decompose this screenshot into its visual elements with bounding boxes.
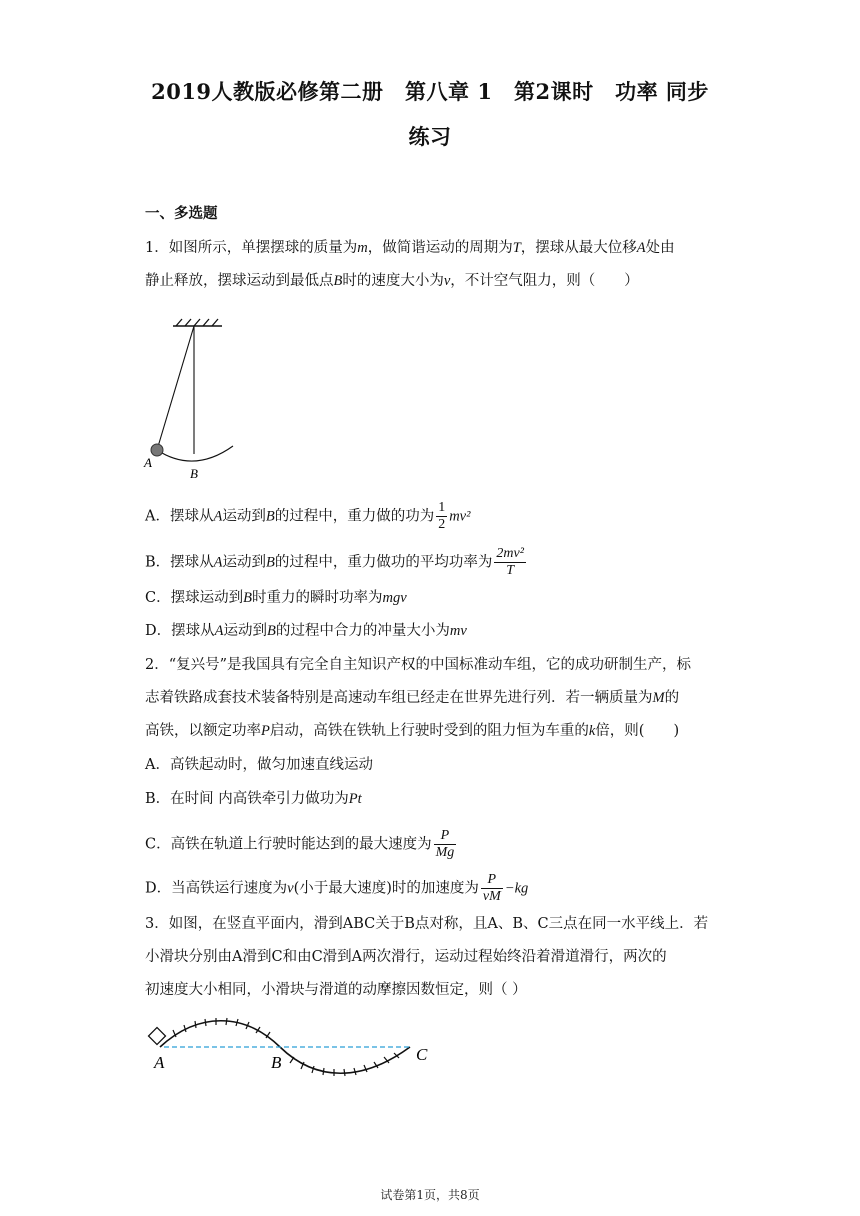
track-label-b: B	[271, 1053, 282, 1072]
page-footer: 试卷第1页，共8页	[380, 1188, 480, 1202]
q3-stem-line2: 小滑块分别由A滑到C和由C滑到A两次滑行，运动过程始终沿着滑道滑行，两次的	[145, 949, 667, 965]
section-heading: 一、多选题	[145, 205, 218, 222]
q3-stem-line3: 初速度大小相同，小滑块与滑道的动摩擦因数恒定，则（ ）	[145, 982, 527, 998]
page-title: 2019人教版必修第二册 第八章 1 第2课时 功率 同步	[151, 79, 709, 104]
pendulum-figure	[140, 312, 250, 484]
q1-stem-line1: 1．如图所示，单摆摆球的质量为m，做简谐运动的周期为T，摆球从最大位移A处由	[145, 240, 675, 256]
q2-option-b[interactable]: B．在时间 内高铁牵引力做功为Pt	[145, 791, 362, 807]
q2-stem-line1: 2．“复兴号”是我国具有完全自主知识产权的中国标准动车组，它的成功研制生产，标	[145, 657, 692, 673]
q2-option-d[interactable]: D．当高铁运行速度为v(小于最大速度)时的加速度为 $\frac{P}{vM}$ −kg	[145, 872, 529, 904]
track-label-a: A	[154, 1053, 165, 1072]
q3-stem-line1: 3．如图，在竖直平面内，滑到ABC关于B点对称，且A、B、C三点在同一水平线上．若	[145, 916, 709, 932]
track-label-c: C	[416, 1045, 428, 1064]
q2-option-c[interactable]: C．高铁在轨道上行驶时能达到的最大速度为 $\frac{P}{Mg}$	[145, 828, 455, 860]
q1-stem-line2: 静止释放，摆球运动到最低点B时的速度大小为v，不计空气阻力，则（ ）	[145, 273, 639, 289]
q2-stem-line3: 高铁，以额定功率P启动，高铁在铁轨上行驶时受到的阻力恒为车重的k倍，则( )	[145, 723, 680, 739]
fig-label-a: A	[144, 455, 152, 470]
q1-option-d[interactable]: D．摆球从A运动到B的过程中合力的冲量大小为mv	[145, 623, 467, 639]
fig-label-b: B	[190, 466, 198, 481]
slide-track-figure	[140, 1010, 440, 1080]
q1-option-c[interactable]: C．摆球运动到B时重力的瞬时功率为mgv	[145, 590, 407, 606]
page-title-continued: 练习	[408, 124, 452, 149]
q2-stem-line2: 志着铁路成套技术装备特别是高速动车组已经走在世界先进行列．若一辆质量为M的	[145, 690, 680, 706]
q2-option-a[interactable]: A．高铁起动时，做匀加速直线运动	[145, 757, 373, 773]
q1-option-a[interactable]: A．摆球从A运动到B的过程中，重力做的功为 $\frac{1}{2}$ mv²	[145, 500, 471, 532]
q1-option-b[interactable]: B．摆球从A运动到B的过程中，重力做功的平均功率为 $\frac{\text{2mv²}}{T}$	[145, 546, 524, 578]
